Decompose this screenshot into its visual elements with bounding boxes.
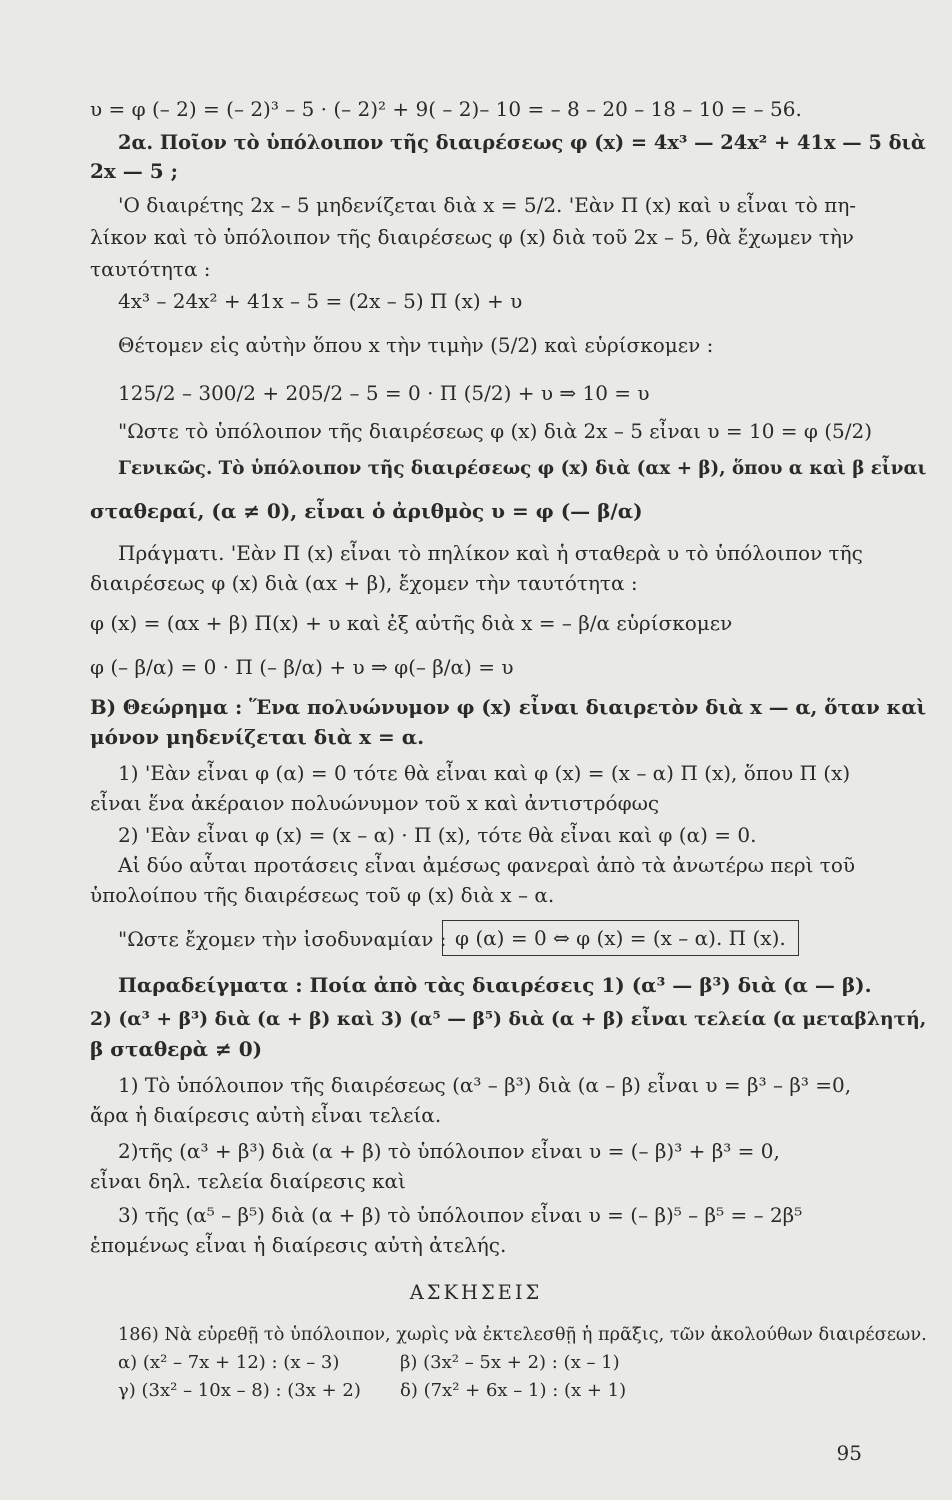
- text-line: 'Ο διαιρέτης 2x – 5 μηδενίζεται διὰ x = 5/2. 'Εὰν Π (x) καὶ υ εἶναι τὸ πη-: [118, 193, 857, 217]
- text-line: Πράγματι. 'Εὰν Π (x) εἶναι τὸ πηλίκον καὶ ἡ σταθερὰ υ τὸ ὑπόλοιπον τῆς: [118, 541, 863, 565]
- text-line: Αἱ δύο αὗται προτάσεις εἶναι ἀμέσως φανεραὶ ἀπὸ τὰ ἀνωτέρω περὶ τοῦ: [118, 853, 856, 877]
- text-line: μόνον μηδενίζεται διὰ x = α.: [90, 725, 425, 749]
- text-line: β σταθερὰ ≠ 0): [90, 1037, 263, 1061]
- text-line: "Ωστε τὸ ὑπόλοιπον τῆς διαιρέσεως φ (x) διὰ 2x – 5 εἶναι υ = 10 = φ (5/2): [118, 419, 873, 443]
- text-line: Γενικῶς. Τὸ ὑπόλοιπον τῆς διαιρέσεως φ (x) διὰ (αx + β), ὅπου α καὶ β εἶναι: [118, 458, 927, 479]
- exercise-beta: β) (3x² – 5x + 2) : (x – 1): [400, 1352, 620, 1373]
- text-line: 2) (α³ + β³) διὰ (α + β) καὶ 3) (α⁵ — β⁵) διὰ (α + β) εἶναι τελεία (α μεταβλητή,: [90, 1008, 927, 1030]
- equation: φ (x) = (αx + β) Π(x) + υ καὶ ἐξ αὐτῆς διὰ x = – β/α εὑρίσκομεν: [90, 611, 733, 635]
- equivalence-formula: φ (α) = 0 ⇔ φ (x) = (x – α). Π (x).: [442, 920, 799, 956]
- text-line: σταθεραί, (α ≠ 0), εἶναι ὁ ἀριθμὸς υ = φ (— β/α): [90, 499, 643, 523]
- page-number: 95: [836, 1441, 862, 1465]
- text-line: 2) 'Εὰν εἶναι φ (x) = (x – α) · Π (x), τότε θὰ εἶναι καὶ φ (α) = 0.: [118, 823, 757, 847]
- theorem-heading: Β) Θεώρημα : Ἕνα πολυώνυμον φ (x) εἶναι διαιρετὸν διὰ x — α, ὅταν καὶ: [90, 695, 927, 719]
- text-line: 2)τῆς (α³ + β³) διὰ (α + β) τὸ ὑπόλοιπον εἶναι υ = (– β)³ + β³ = 0,: [118, 1139, 780, 1163]
- text-line: 1) 'Εὰν εἶναι φ (α) = 0 τότε θὰ εἶναι καὶ φ (x) = (x – α) Π (x), ὅπου Π (x): [118, 761, 851, 785]
- equation: 4x³ – 24x² + 41x – 5 = (2x – 5) Π (x) + υ: [118, 289, 523, 313]
- exercise-statement: 186) Νὰ εὑρεθῇ τὸ ὑπόλοιπον, χωρὶς νὰ ἐκτελεσθῇ ἡ πρᾶξις, τῶν ἀκολούθων διαιρέσεων.: [118, 1325, 927, 1345]
- examples-heading: Παραδείγματα : Ποία ἀπὸ τὰς διαιρέσεις 1) (α³ — β³) διὰ (α — β).: [118, 973, 872, 997]
- text-line: 3) τῆς (α⁵ – β⁵) διὰ (α + β) τὸ ὑπόλοιπον εἶναι υ = (– β)⁵ – β⁵ = – 2β⁵: [118, 1203, 803, 1227]
- text-line: εἶναι δηλ. τελεία διαίρεσις καὶ: [90, 1169, 406, 1193]
- text-line: διαιρέσεως φ (x) διὰ (αx + β), ἔχομεν τὴν ταυτότητα :: [90, 571, 638, 595]
- text-line: 2α. Ποῖον τὸ ὑπόλοιπον τῆς διαιρέσεως φ (x) = 4x³ — 24x² + 41x — 5 διὰ: [118, 131, 926, 154]
- text-line: υ = φ (– 2) = (– 2)³ – 5 · (– 2)² + 9( – 2)– 10 = – 8 – 20 – 18 – 10 = – 56.: [90, 97, 802, 121]
- equivalence-box: [442, 920, 799, 956]
- text-line: εἶναι ἕνα ἀκέραιον πολυώνυμον τοῦ x καὶ ἀντιστρόφως: [90, 791, 660, 815]
- exercise-alpha: α) (x² – 7x + 12) : (x – 3): [118, 1352, 340, 1373]
- equation: φ (– β/α) = 0 · Π (– β/α) + υ ⇒ φ(– β/α) = υ: [90, 655, 514, 679]
- exercises-heading: ΑΣΚΗΣΕΙΣ: [409, 1281, 543, 1304]
- text-line: ἑπομένως εἶναι ἡ διαίρεσις αὐτὴ ἀτελής.: [90, 1233, 507, 1257]
- text-line: 2x — 5 ;: [90, 159, 179, 183]
- text-line: Θέτομεν εἰς αὐτὴν ὅπου x τὴν τιμὴν (5/2) καὶ εὑρίσκομεν :: [118, 333, 714, 357]
- text-line: ταυτότητα :: [90, 257, 211, 281]
- text-line: ὑπολοίπου τῆς διαιρέσεως τοῦ φ (x) διὰ x – α.: [90, 883, 555, 907]
- exercise-delta: δ) (7x² + 6x – 1) : (x + 1): [400, 1380, 627, 1401]
- exercise-gamma: γ) (3x² – 10x – 8) : (3x + 2): [118, 1380, 361, 1401]
- text-line: "Ωστε ἔχομεν τὴν ἰσοδυναμίαν :: [118, 927, 447, 951]
- equation: 125/2 – 300/2 + 205/2 – 5 = 0 · Π (5/2) + υ ⇒ 10 = υ: [118, 381, 650, 405]
- text-line: 1) Τὸ ὑπόλοιπον τῆς διαιρέσεως (α³ – β³) διὰ (α – β) εἶναι υ = β³ – β³ =0,: [118, 1073, 852, 1097]
- text-line: ἄρα ἡ διαίρεσις αὐτὴ εἶναι τελεία.: [90, 1103, 442, 1127]
- text-line: λίκον καὶ τὸ ὑπόλοιπον τῆς διαιρέσεως φ (x) διὰ τοῦ 2x – 5, θὰ ἔχωμεν τὴν: [90, 225, 854, 249]
